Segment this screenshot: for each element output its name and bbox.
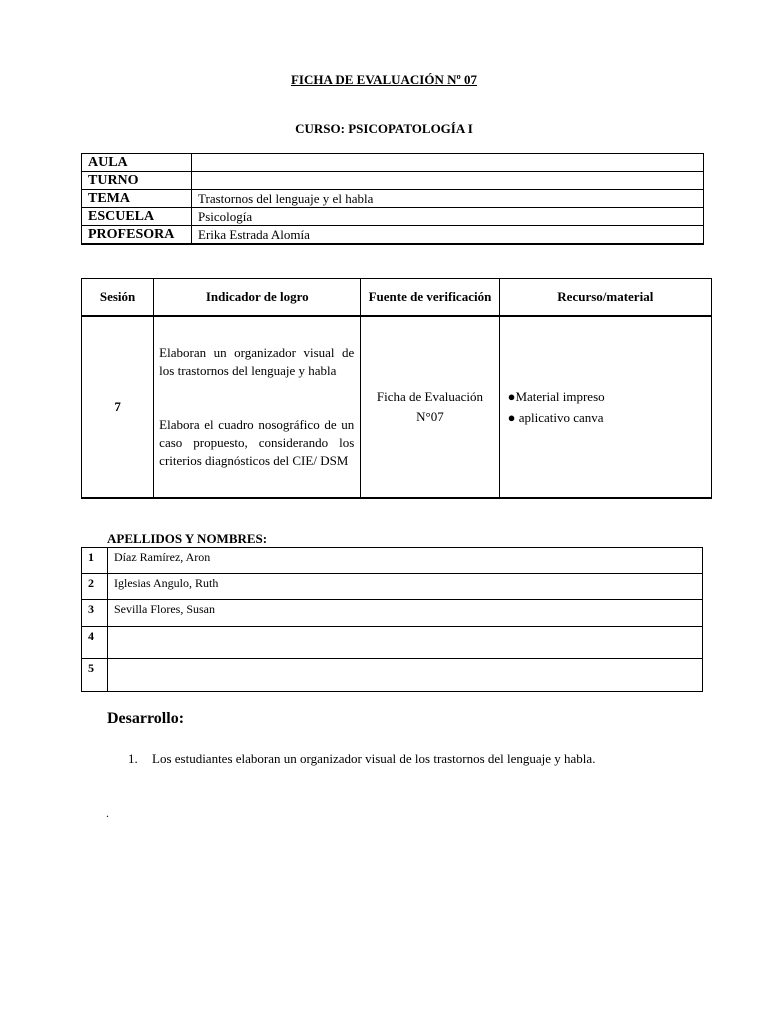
student-name: Sevilla Flores, Susan — [108, 600, 703, 627]
source-cell — [361, 316, 499, 498]
table-row — [82, 548, 703, 574]
student-name — [108, 659, 703, 692]
info-label: AULA — [82, 154, 192, 172]
session-row — [82, 316, 712, 498]
session-header-row — [82, 279, 712, 317]
session-number: 7 — [82, 316, 154, 498]
row-number: 5 — [82, 659, 108, 692]
header-indicador: Indicador de logro — [154, 279, 361, 317]
info-row-aula — [82, 154, 704, 172]
info-value: Erika Estrada Alomía — [192, 226, 704, 245]
names-table — [81, 547, 703, 692]
info-label: PROFESORA — [82, 226, 192, 245]
indicator-cell — [154, 316, 361, 498]
info-label: TEMA — [82, 190, 192, 208]
info-row-escuela — [82, 208, 704, 226]
resource-item: ●Material impreso — [507, 389, 605, 404]
source-line-1: Ficha de Evaluación — [376, 389, 484, 404]
resource-cell — [499, 316, 711, 498]
table-row — [82, 574, 703, 600]
indicator-2: Elabora el cuadro nosográfico de un caso propuesto, considerando los criterios diagnósticos del CIE/ DSM — [159, 417, 355, 468]
table-row — [82, 659, 703, 692]
info-value: Psicología — [192, 208, 704, 226]
source-line-2: N°07 — [416, 409, 444, 424]
header-fuente: Fuente de verificación — [361, 279, 499, 317]
table-row — [82, 600, 703, 627]
info-row-tema — [82, 190, 704, 208]
student-name: Iglesias Angulo, Ruth — [108, 574, 703, 600]
resource-item: ● aplicativo canva — [507, 410, 604, 425]
course-title: CURSO: PSICOPATOLOGÍA I — [295, 121, 473, 136]
info-row-profesora — [82, 226, 704, 245]
names-label: APELLIDOS Y NOMBRES: — [107, 531, 268, 546]
student-name: Díaz Ramírez, Aron — [108, 548, 703, 574]
student-name — [108, 627, 703, 659]
row-number: 3 — [82, 600, 108, 627]
indicator-1: Elaboran un organizador visual de los trastornos del lenguaje y habla — [159, 345, 355, 378]
header-sesion: Sesión — [82, 279, 154, 317]
document-title: FICHA DE EVALUACIÓN Nº 07 — [290, 72, 478, 87]
step-number: 1. — [128, 751, 138, 766]
row-number: 4 — [82, 627, 108, 659]
development-heading: Desarrollo: — [107, 710, 185, 727]
info-label: TURNO — [82, 172, 192, 190]
row-number: 1 — [82, 548, 108, 574]
info-value — [192, 154, 704, 172]
info-value — [192, 172, 704, 190]
session-table — [81, 278, 712, 499]
info-value: Trastornos del lenguaje y el habla — [192, 190, 704, 208]
trailing-mark: . — [106, 806, 109, 820]
row-number: 2 — [82, 574, 108, 600]
info-label: ESCUELA — [82, 208, 192, 226]
info-table — [81, 153, 704, 245]
development-step — [128, 751, 595, 767]
table-row — [82, 627, 703, 659]
info-row-turno — [82, 172, 704, 190]
step-text: Los estudiantes elaboran un organizador visual de los trastornos del lenguaje y habla. — [152, 751, 596, 766]
header-recurso: Recurso/material — [499, 279, 711, 317]
